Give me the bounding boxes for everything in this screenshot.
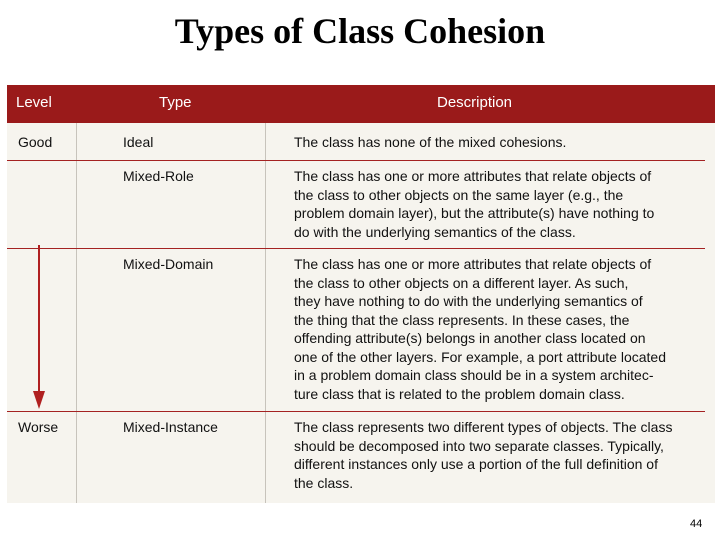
- row-separator: [7, 248, 705, 249]
- row-type: Mixed-Domain: [123, 256, 214, 272]
- row-description: The class has one or more attributes that relate objects of the class to other objects on a different layer. As such, they have nothing to do with the underlying semantics of the thing that the class represents. In these cases, the offending attribute(s) belongs in another class located on one of the other layers. For example, a port attribute located in a problem domain class should be in a system architec- ture class that is related to the problem domain class.: [294, 256, 666, 402]
- column-divider-type: [265, 123, 266, 503]
- table-header: [7, 85, 715, 123]
- header-type: Type: [159, 94, 192, 111]
- row-type: Ideal: [123, 134, 154, 150]
- row-separator: [7, 160, 705, 161]
- row-description: The class has one or more attributes that relate objects of the class to other objects on the same layer (e.g., the problem domain layer), but the attribute(s) have nothing to do with the underlying semantics of the class.: [294, 168, 655, 240]
- row-type: Mixed-Instance: [123, 419, 218, 435]
- column-divider-level: [76, 123, 77, 503]
- slide-title: Types of Class Cohesion: [174, 11, 546, 51]
- cohesion-table: [7, 85, 715, 503]
- down-arrow-icon: [31, 245, 47, 413]
- header-level: Level: [16, 94, 52, 111]
- page-number: 44: [690, 518, 703, 530]
- header-description: Description: [437, 94, 513, 111]
- row-type: Mixed-Role: [123, 168, 194, 184]
- row-description: The class has none of the mixed cohesions.: [294, 134, 567, 150]
- row-level: Good: [18, 134, 53, 150]
- row-level: Worse: [18, 419, 59, 435]
- row-separator: [7, 411, 705, 412]
- row-description: The class represents two different types of objects. The class should be decomposed into two separate classes. Typically, different instances only use a portion of the full definition of the class.: [294, 419, 673, 491]
